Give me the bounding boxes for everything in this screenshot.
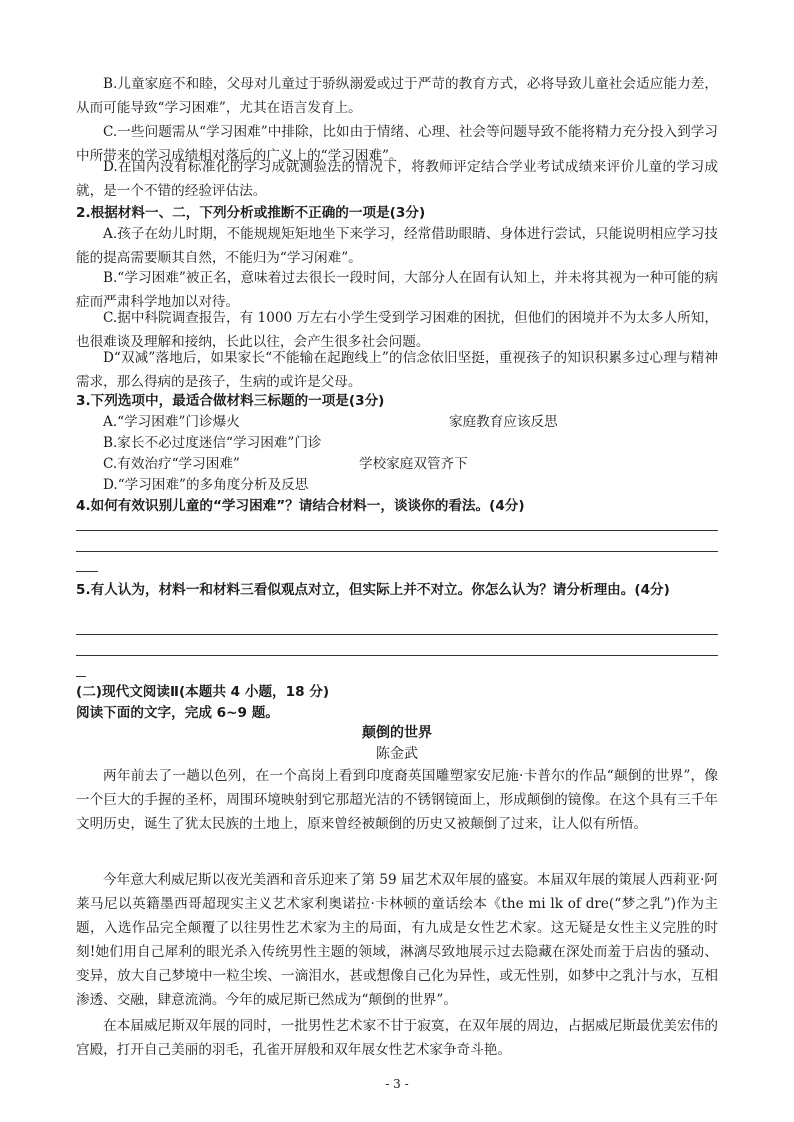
section2-heading: (二)现代文阅读Ⅱ(本题共 4 小题，18 分) [76,684,330,700]
article-paragraph-1: 两年前去了一趟以色列，在一个高岗上看到印度裔英国雕塑家安尼施·卡普尔的作品“颠倒的世界”，像一个巨大的手握的圣杯，周围环境映射到它那超光洁的不锈钢镜面上，形成颠倒的镜像。在这个具有三千年文明历史，诞生了犹太民族的土地上，原来曾经被颠倒的历史又被颠倒了过来，让人似有所悟。 [76,768,718,832]
q3-option-c-right: 学校家庭双管齐下 [359,456,468,472]
q1-option-c: C.一些问题需从“学习困难”中排除，比如由于情绪、心理、社会等问题导致不能将精力充分投入到学习中所带来的学习成绩相对落后的广义上的“学习困难”。 [76,124,718,164]
q4-stem: 4.如何有效识别儿童的“学习困难”？请结合材料一，谈谈你的看法。(4分) [76,498,525,514]
article-paragraph-2: 今年意大利威尼斯以夜光美酒和音乐迎来了第 59 届艺术双年展的盛宴。本届双年展的策展人西莉亚·阿莱马尼以英籍墨西哥超现实主义艺术家利奥诺拉·卡林顿的童话绘本《the mi lk of dre(“梦之乳”)作为主题，入选作品完全颠覆了以往男性艺术家为主的局面，有九成是女性艺术家。这无疑是女性主义完胜的时刻!她们用自己犀利的眼光杀入传统男性主题的领域，淋漓尽致地展示过去隐藏在深处而羞于启齿的骚动、变异，放大自己梦境中一粒尘埃、一滴泪水，甚或想像自己化为异性，或无性别，如梦中之乳汁与水，互相渗透、交融，肆意流淌。今年的威尼斯已然成为“颠倒的世界”。 [76,872,718,1008]
q5-answer-line-2[interactable] [76,655,718,656]
q4-answer-line-3[interactable] [76,571,98,572]
q3-option-a-left: A.“学习困难”门诊爆火 [103,414,240,430]
q2-option-d: D“双减”落地后，如果家长“不能输在起跑线上”的信念依旧坚挺，重视孩子的知识积累多过心理与精神需求，那么得病的是孩子，生病的或许是父母。 [76,350,718,390]
q1-option-d: D.在国内没有标准化的学习成就测验法的情况下，将教师评定结合学业考试成绩来评价儿童的学习成就，是一个不错的经验评估法。 [76,159,718,199]
article-author: 陈金武 [376,746,418,762]
q3-option-b: B.家长不必过度迷信“学习困难”门诊 [103,435,322,451]
q5-answer-line-3[interactable] [76,676,86,677]
q2-stem: 2.根据材料一、二，下列分析或推断不正确的一项是(3分) [76,205,426,221]
q1-option-b: B.儿童家庭不和睦，父母对儿童过于骄纵溺爱或过于严苛的教育方式，必将导致儿童社会适应能力差，从而可能导致“学习困难”，尤其在语言发育上。 [76,76,718,116]
page-number: - 3 - [385,1077,409,1091]
section2-instruction: 阅读下面的文字，完成 6~9 题。 [76,705,279,721]
q3-option-c-left: C.有效治疗“学习困难” [103,456,240,472]
q2-option-b: B.“学习困难”被正名，意味着过去很长一段时间，大部分人在固有认知上，并未将其视为一种可能的病症而严肃科学地加以对待。 [76,270,718,310]
article-paragraph-3: 在本届威尼斯双年展的同时，一批男性艺术家不甘于寂寞，在双年展的周边，占据威尼斯最优美宏伟的宫殿，打开自己美丽的羽毛，孔雀开屏般和双年展女性艺术家争奇斗艳。 [76,1018,718,1058]
q2-option-a: A.孩子在幼儿时期，不能规规矩矩地坐下来学习，经常借助眼睛、身体进行尝试，只能说明相应学习技能的提高需要顺其自然，不能归为“学习闲难”。 [76,226,718,266]
q5-answer-line-1[interactable] [76,634,718,635]
q3-option-d: D.“学习困难”的多角度分析及反思 [103,477,309,493]
q4-answer-line-2[interactable] [76,551,718,552]
q3-stem: 3.下列选项中，最适合做材料三标题的一项是(3分) [76,393,385,409]
q3-option-a-right: 家庭教育应该反思 [449,414,558,430]
q2-option-c: C.据中科院调查报告，有 1000 万左右小学生受到学习困难的困扰，但他们的困境并不为太多人所知，也很难谈及理解和接纳，长此以往，会产生很多社会问题。 [76,310,718,350]
q5-stem: 5.有人认为，材料一和材料三看似观点对立，但实际上并不对立。你怎么认为？请分析理由。(4分) [76,582,670,598]
article-title: 颠倒的世界 [362,725,432,741]
q4-answer-line-1[interactable] [76,530,718,531]
